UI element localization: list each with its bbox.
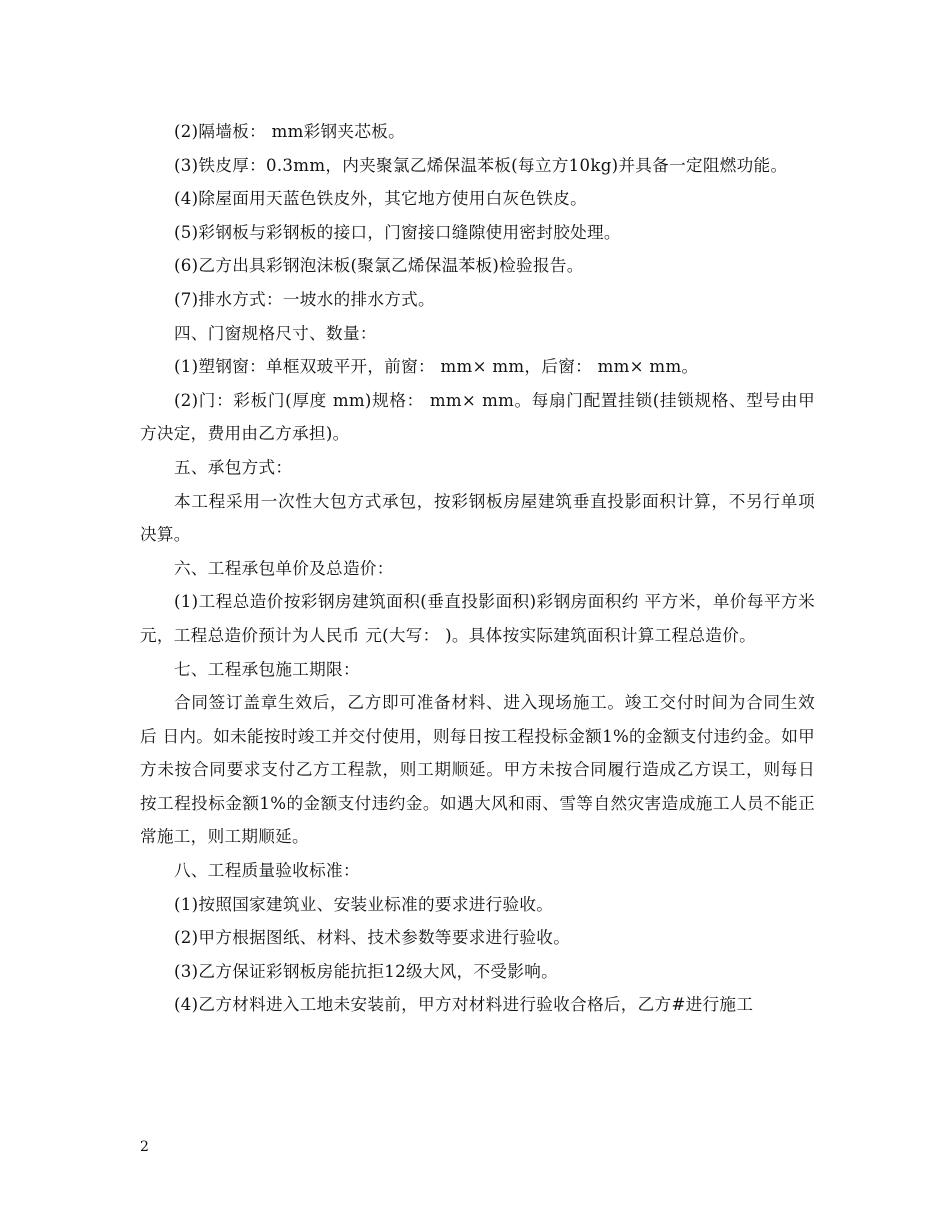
paragraph-9: (2)门：彩板门(厚度 mm)规格： mm× mm。每扇门配置挂锁(挂锁规格、型号由甲方决定，费用由乙方承担)。: [140, 390, 815, 444]
paragraph-11: 本工程采用一次性大包方式承包，按彩钢板房屋建筑垂直投影面积计算，不另行单项决算。: [140, 491, 815, 545]
paragraph-13: (1)工程总造价按彩钢房建筑面积(垂直投影面积)彩钢房面积约 平方米，单价每平方米 元，工程总造价预计为人民币 元(大写： )。具体按实际建筑面积计算工程总造价。: [140, 592, 821, 645]
paragraph-5: (6)乙方出具彩钢泡沫板(聚氯乙烯保温苯板)检验报告。: [174, 256, 584, 276]
section-heading-7: 七、工程承包施工期限：: [174, 659, 360, 679]
section-heading-6: 六、工程承包单价及总造价：: [174, 558, 394, 578]
paragraph-20: (4)乙方材料进入工地未安装前，甲方对材料进行验收合格后，乙方#进行施工: [174, 995, 754, 1015]
paragraph-3: (4)除屋面用天蓝色铁皮外，其它地方使用白灰色铁皮。: [174, 189, 587, 209]
paragraph-2: (3)铁皮厚：0.3mm，内夹聚氯乙烯保温苯板(每立方10kg)并具备一定阻燃功能。: [174, 155, 788, 175]
paragraph-1: (2)隔墙板： mm彩钢夹芯板。: [174, 122, 406, 141]
paragraph-8: (1)塑钢窗：单框双玻平开，前窗： mm× mm，后窗： mm× mm。: [174, 357, 699, 377]
page-number: 2: [140, 1139, 149, 1155]
paragraph-18: (2)甲方根据图纸、材料、技术参数等要求进行验收。: [174, 928, 571, 948]
section-heading-4: 四、门窗规格尺寸、数量：: [174, 323, 377, 343]
paragraph-15: 合同签订盖章生效后，乙方即可准备材料、进入现场施工。竣工交付时间为合同生效后 日内。如未能按时竣工并交付使用，则每日按工程投标金额1%的金额支付违约金。如甲方未按合同要求支付乙方工程款，则工期顺延。甲方未按合同履行造成乙方误工，则每日按工程投标金额1%的金额支付违约金。如遇大风和雨、雪等自然灾害造成施工人员不能正常施工，则工期顺延。: [140, 693, 815, 847]
paragraph-19: (3)乙方保证彩钢板房能抗拒12级大风，不受影响。: [174, 961, 559, 981]
paragraph-4: (5)彩钢板与彩钢板的接口，门窗接口缝隙使用密封胶处理。: [174, 222, 621, 242]
paragraph-6: (7)排水方式：一坡水的排水方式。: [174, 289, 435, 309]
section-heading-5: 五、承包方式：: [174, 457, 293, 477]
paragraph-17: (1)按照国家建筑业、安装业标准的要求进行验收。: [174, 894, 554, 914]
section-heading-8: 八、工程质量验收标准：: [174, 861, 360, 881]
document-body: [140, 115, 821, 1022]
